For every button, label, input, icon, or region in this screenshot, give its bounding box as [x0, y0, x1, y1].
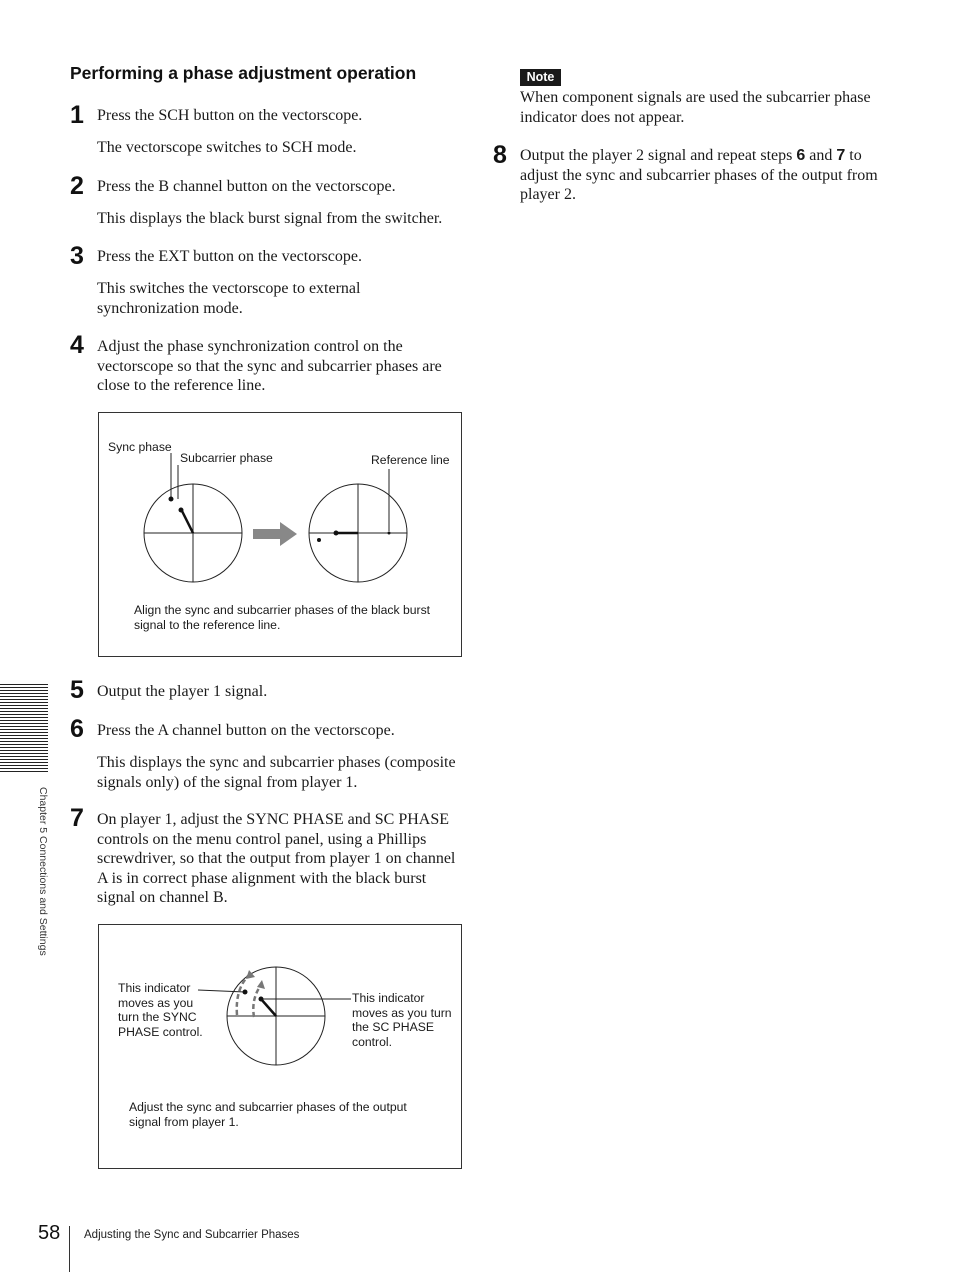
step-8-text-c: to adjust the sync and subcarrier phases of the output from player 2.	[520, 147, 878, 203]
step-8-text-b: and	[805, 147, 837, 164]
step-4-number: 4	[70, 331, 84, 359]
step-2-number: 2	[70, 172, 84, 200]
step-6-text: Press the A channel button on the vectorscope.	[97, 722, 395, 739]
figure-player-adjustment	[98, 924, 462, 1169]
step-1-number: 1	[70, 101, 84, 129]
motion-arrow-icon	[246, 970, 255, 979]
step-2-text: Press the B channel button on the vectorscope.	[97, 178, 396, 195]
figure-phase-alignment	[98, 412, 462, 657]
step-3-text: Press the EXT button on the vectorscope.	[97, 248, 362, 265]
step-8-ref-6: 6	[796, 147, 806, 164]
step-4-text: Adjust the phase synchronization control on the vectorscope so that the sync and subcarrier phases are close to the reference line.	[97, 338, 442, 394]
page-number: 58	[38, 1222, 61, 1244]
vectorscope-adjustment-diagram	[99, 925, 461, 1168]
step-5-text: Output the player 1 signal.	[97, 683, 268, 700]
step-3-number: 3	[70, 242, 84, 270]
chapter-tab-stripes	[0, 684, 48, 774]
motion-arrow-icon-2	[257, 980, 265, 989]
step-8-text-a: Output the player 2 signal and repeat steps	[520, 147, 797, 164]
step-8-ref-7: 7	[836, 147, 846, 164]
footer-title: Adjusting the Sync and Subcarrier Phases	[84, 1229, 300, 1241]
figure-2-caption: Adjust the sync and subcarrier phases of the output signal from player 1.	[129, 1100, 407, 1129]
step-7-text: On player 1, adjust the SYNC PHASE and SC PHASE controls on the menu control panel, using a Phillips screwdriver, so that the output from player 1 on channel A is in correct phase alignment with the black burst signal on channel B.	[97, 811, 456, 906]
step-7-number: 7	[70, 804, 84, 832]
footer-divider	[69, 1226, 70, 1272]
step-5-number: 5	[70, 676, 84, 704]
section-title: Performing a phase adjustment operation	[70, 63, 417, 83]
step-2-result: This displays the black burst signal from the switcher.	[97, 210, 443, 227]
step-1-result: The vectorscope switches to SCH mode.	[97, 139, 357, 156]
step-3-result: This switches the vectorscope to external synchronization mode.	[97, 280, 361, 317]
label-sc-phase-control: This indicator moves as you turn the SC PHASE control.	[352, 991, 452, 1049]
step-6-result: This displays the sync and subcarrier phases (composite signals only) of the signal from player 1.	[97, 754, 456, 791]
label-sync-phase: Sync phase	[108, 440, 172, 454]
note-text: When component signals are used the subcarrier phase indicator does not appear.	[520, 89, 871, 126]
step-1-text: Press the SCH button on the vectorscope.	[97, 107, 363, 124]
step-8-text	[520, 146, 888, 205]
step-6-number: 6	[70, 715, 84, 743]
chapter-sidebar-label: Chapter 5 Connections and Settings	[37, 787, 49, 956]
note-badge: Note	[520, 69, 561, 86]
label-subcarrier-phase: Subcarrier phase	[180, 451, 273, 465]
transition-arrow-icon	[253, 522, 297, 546]
step-8-number: 8	[493, 141, 507, 169]
label-reference-line: Reference line	[371, 453, 450, 467]
figure-1-caption: Align the sync and subcarrier phases of the black burst signal to the reference line.	[134, 603, 431, 632]
label-sync-phase-control: This indicator moves as you turn the SYNC PHASE control.	[118, 981, 203, 1039]
